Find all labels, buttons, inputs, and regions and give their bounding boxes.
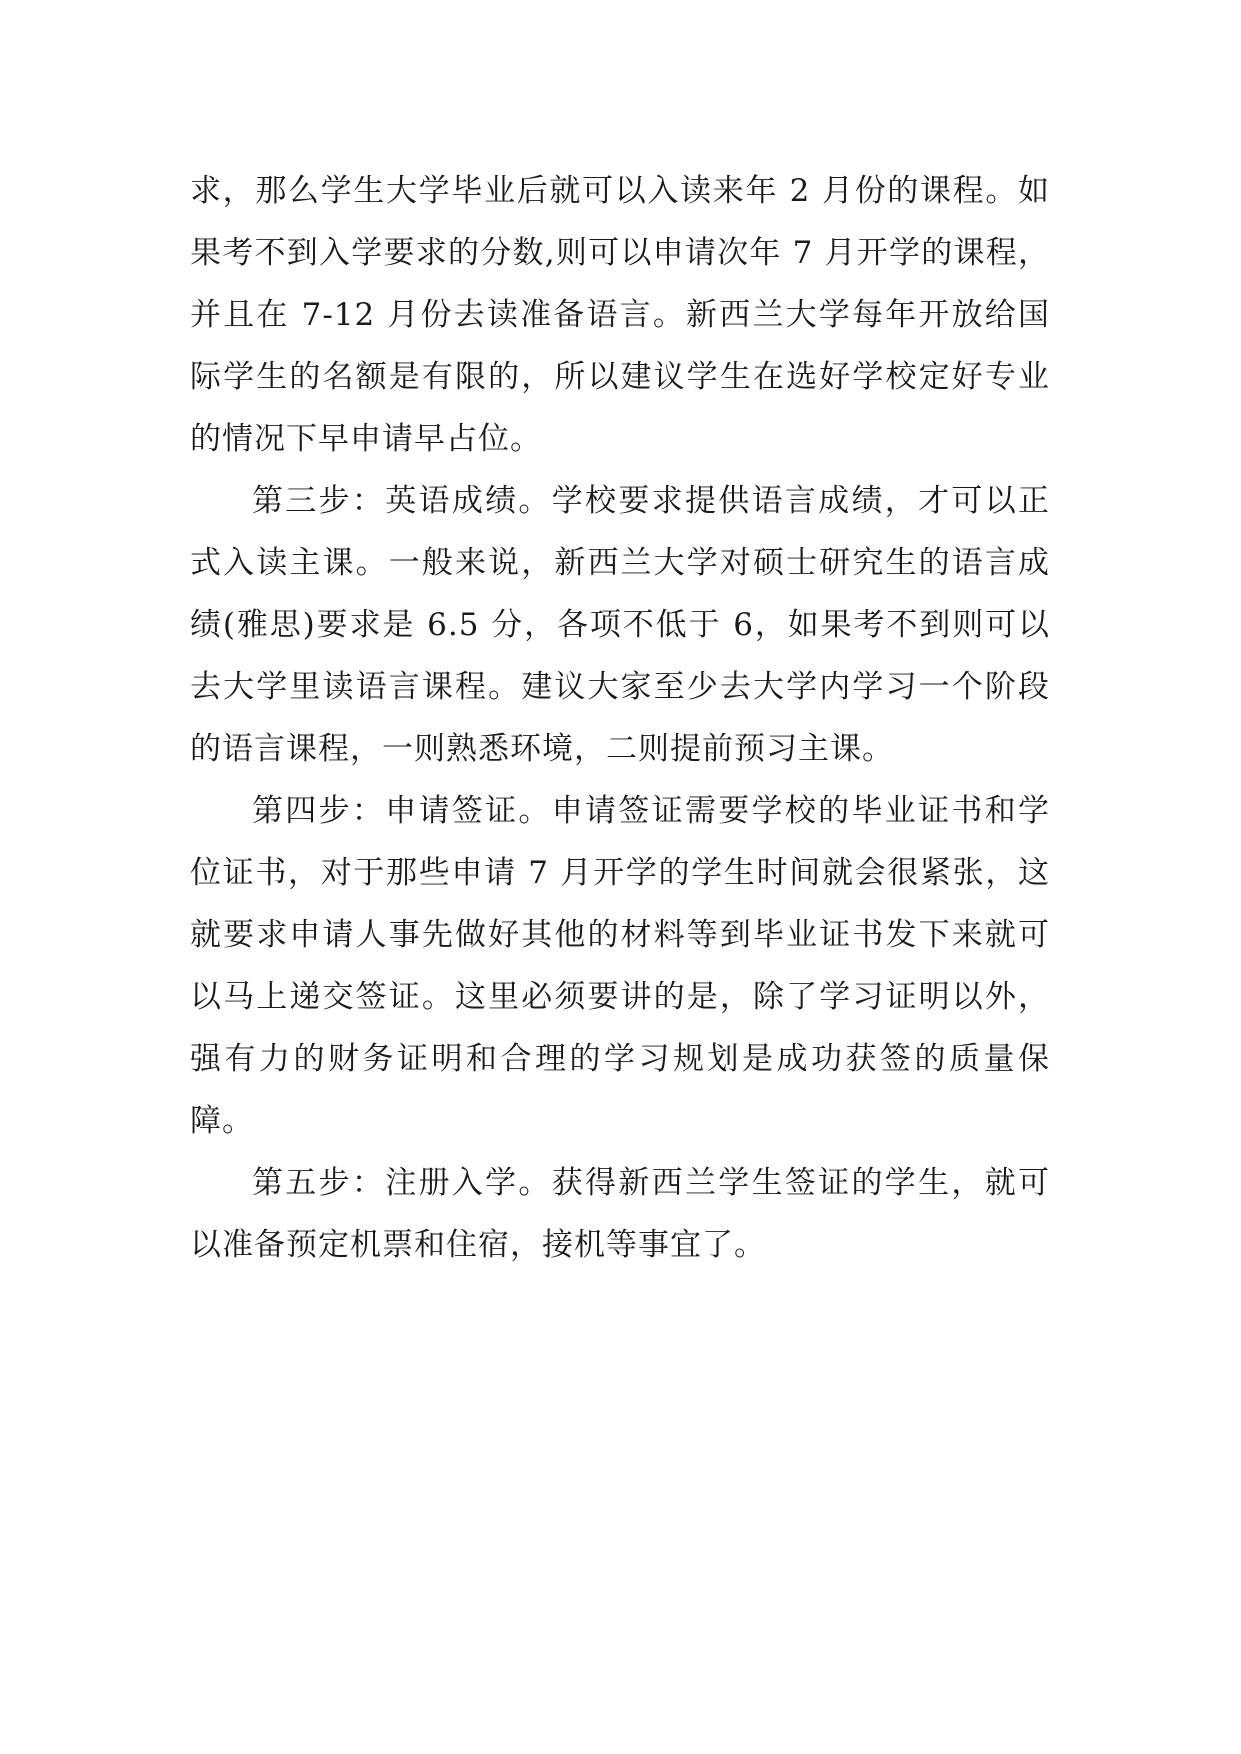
paragraph-continuation: 求，那么学生大学毕业后就可以入读来年 2 月份的课程。如果考不到入学要求的分数,则可以申请次年 7 月开学的课程，并且在 7-12 月份去读准备语言。新西兰大学每年开放给国际学生的名额是有限的，所以建议学生在选好学校定好专业的情况下早申请早占位。	[190, 173, 1050, 457]
paragraph-step-five-enrollment: 第五步：注册入学。获得新西兰学生签证的学生，就可以准备预定机票和住宿，接机等事宜了。	[190, 1165, 1050, 1263]
paragraph-step-four-visa-application: 第四步：申请签证。申请签证需要学校的毕业证书和学位证书，对于那些申请 7 月开学的学生时间就会很紧张，这就要求申请人事先做好其他的材料等到毕业证书发下来就可以马上递交签证。这里必须要讲的是，除了学习证明以外，强有力的财务证明和合理的学习规划是成功获签的质量保障。	[190, 793, 1050, 1139]
document-body	[190, 160, 1050, 1276]
paragraph-step-three-english-score: 第三步：英语成绩。学校要求提供语言成绩，才可以正式入读主课。一般来说，新西兰大学对硕士研究生的语言成绩(雅思)要求是 6.5 分，各项不低于 6，如果考不到则可以去大学里读语言课程。建议大家至少去大学内学习一个阶段的语言课程，一则熟悉环境，二则提前预习主课。	[190, 483, 1050, 767]
